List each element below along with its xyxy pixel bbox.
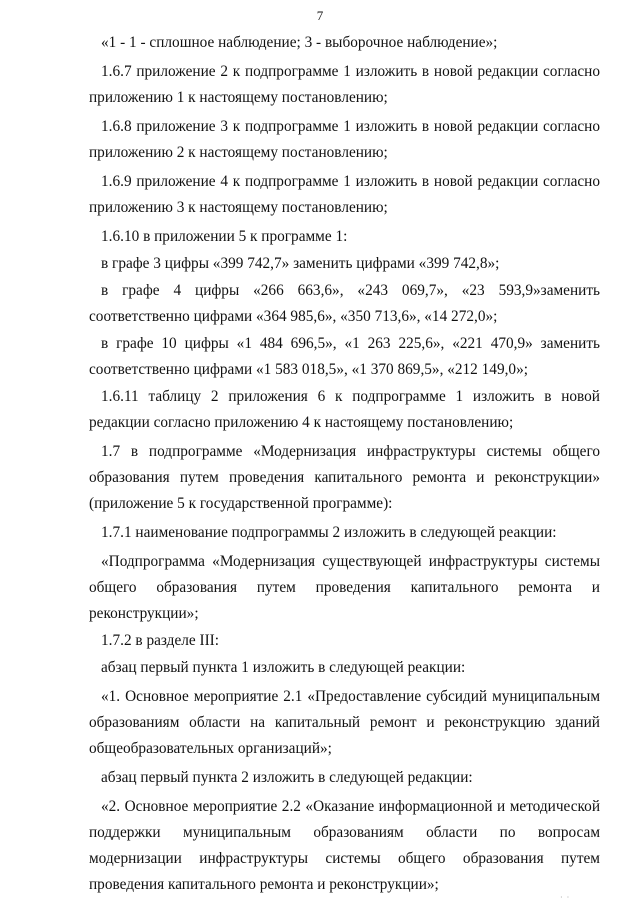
paragraph-item-2-intro: абзац первый пункта 2 изложить в следующей редакции:: [101, 769, 473, 786]
paragraph-activity-2-1: «1. Основное мероприятие 2.1 «Предоставление субсидий муниципальным образованиям области на капитальный ремонт и реконструкцию зданий общеобразовательных организаций»;: [89, 688, 600, 757]
paragraph-1-6-10: 1.6.10 в приложении 5 к программе 1:: [101, 228, 348, 245]
paragraph-1-6-8: 1.6.8 приложение 3 к подпрограмме 1 изложить в новой редакции согласно приложению 2 к настоящему постановлению;: [89, 118, 600, 161]
paragraph-1-6-9: 1.6.9 приложение 4 к подпрограмме 1 изложить в новой редакции согласно приложению 3 к настоящему постановлению;: [89, 173, 600, 216]
paragraph-subprogram-name: «Подпрограмма «Модернизация существующей инфраструктуры системы общего образования путем проведения капитального ремонта и реконструкции»;: [89, 553, 600, 622]
paragraph-column-3: в графе 3 цифры «399 742,7» заменить цифрами «399 742,8»;: [101, 255, 500, 272]
paragraph-1-7-1: 1.7.1 наименование подпрограммы 2 изложить в следующей реакции:: [101, 524, 557, 541]
paragraph-column-4: в графе 4 цифры «266 663,6», «243 069,7», «23 593,9»заменить соответственно цифрами «364 985,6», «350 713,6», «14 272,0»;: [89, 282, 600, 325]
page-number: 7: [316, 8, 324, 23]
paragraph-activity-2-2: «2. Основное мероприятие 2.2 «Оказание информационной и методической поддержки муниципальным образованиям области по вопросам модернизации инфраструктуры системы общего образования путем проведения капитального ремонта и реконструкции»;: [89, 798, 600, 893]
document-body: [89, 30, 600, 898]
paragraph-1-7-2: 1.7.2 в разделе III:: [101, 632, 220, 649]
paragraph-1-6-7: 1.6.7 приложение 2 к подпрограмме 1 изложить в новой редакции согласно приложению 1 к настоящему постановлению;: [89, 63, 600, 106]
paragraph-item-1-intro: абзац первый пункта 1 изложить в следующей реакции:: [101, 659, 466, 676]
paragraph-1-7: 1.7 в подпрограмме «Модернизация инфраструктуры системы общего образования путем проведения капитального ремонта и реконструкции» (приложение 5 к государственной программе):: [89, 443, 600, 512]
paragraph-note-observation: «1 - 1 - сплошное наблюдение; 3 - выборочное наблюдение»;: [101, 34, 498, 51]
paragraph-column-10: в графе 10 цифры «1 484 696,5», «1 263 225,6», «221 470,9» заменить соответственно цифрами «1 583 018,5», «1 370 869,5», «212 149,0»;: [89, 335, 600, 378]
scan-corner-mark: · ·: [560, 893, 571, 902]
paragraph-1-6-11: 1.6.11 таблицу 2 приложения 6 к подпрограмме 1 изложить в новой редакции согласно приложению 4 к настоящему постановлению;: [89, 388, 600, 431]
